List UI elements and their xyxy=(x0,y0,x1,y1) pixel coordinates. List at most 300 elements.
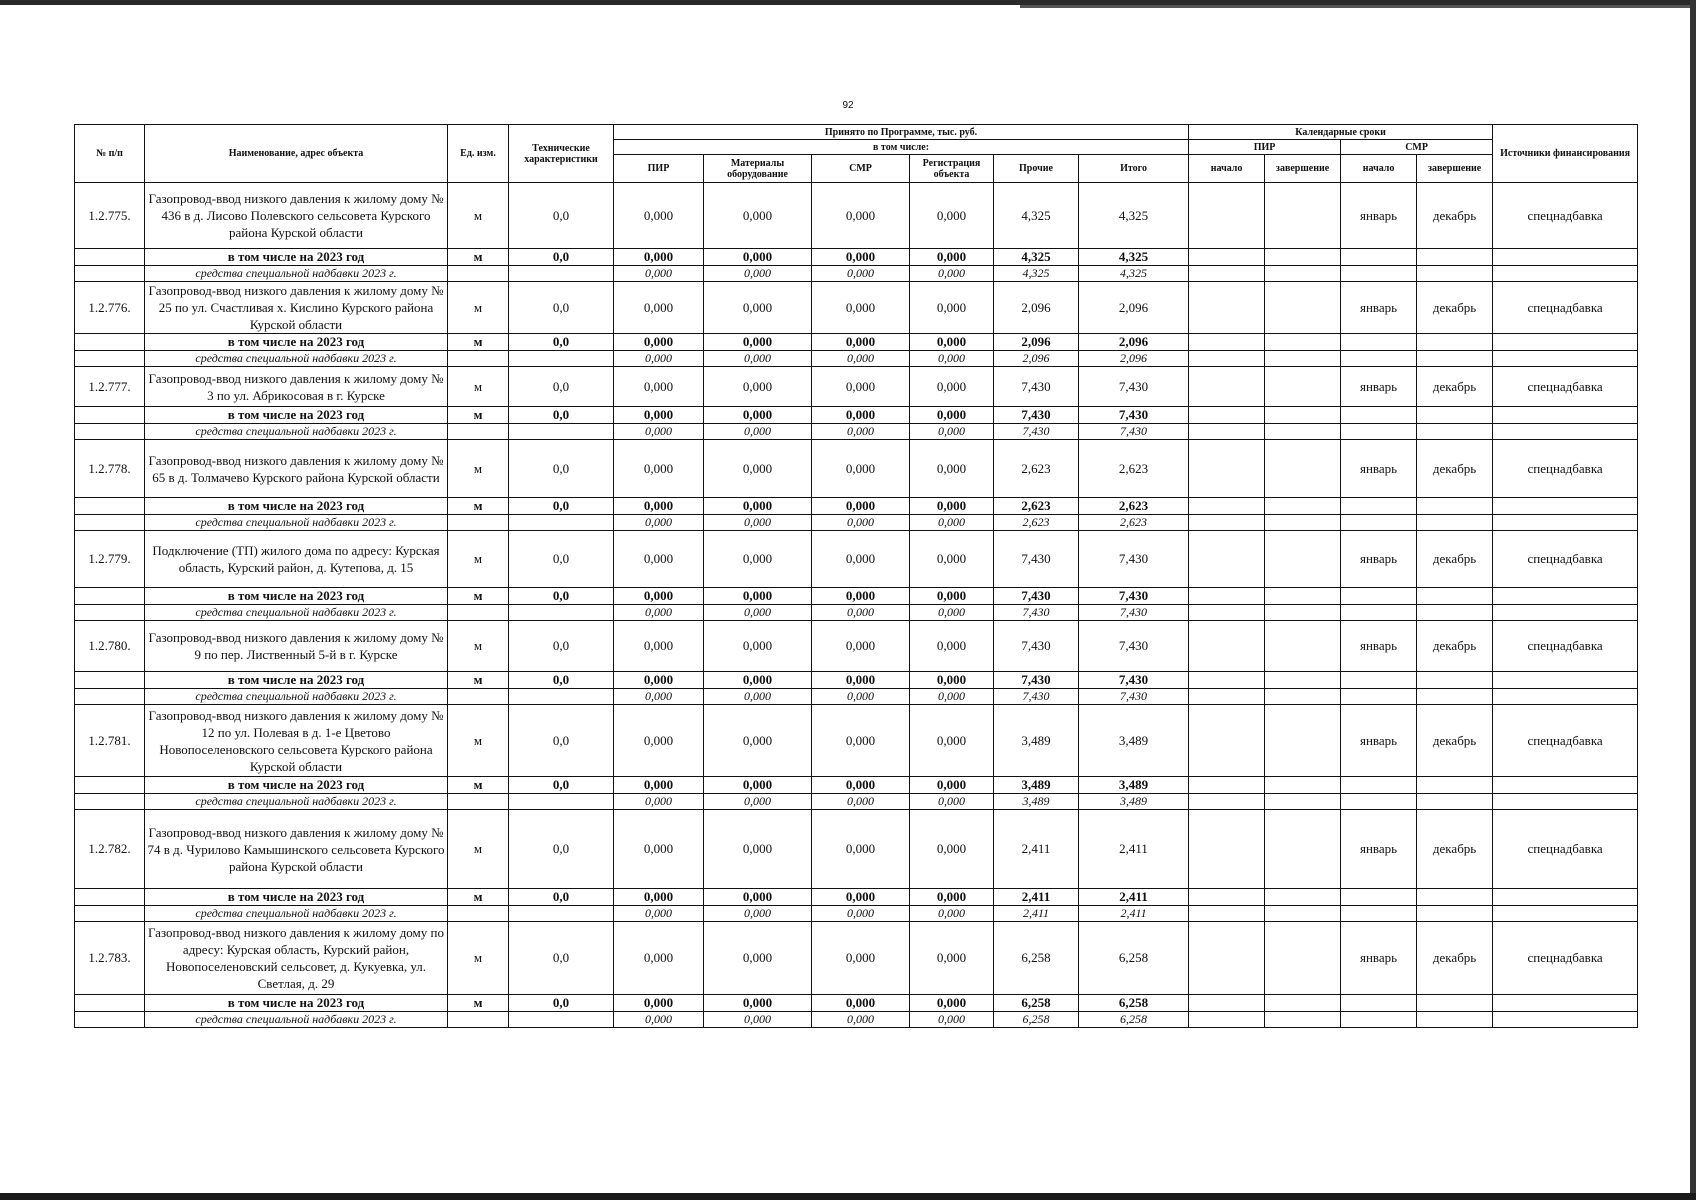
subtotal-tech-value: 0,0 xyxy=(509,334,614,351)
fund-other-value: 2,623 xyxy=(994,515,1079,531)
empty-cell xyxy=(75,249,145,266)
object-name: Подключение (ТП) жилого дома по адресу: Курская область, Курский район, д. Кутепова, д. 15 xyxy=(145,531,448,588)
empty-cell xyxy=(1189,672,1265,689)
pir-value: 0,000 xyxy=(614,183,704,249)
empty-cell xyxy=(1341,515,1417,531)
materials-value: 0,000 xyxy=(704,183,812,249)
special-fund-row xyxy=(75,605,1638,621)
materials-value: 0,000 xyxy=(704,705,812,777)
subtotal-unit: м xyxy=(448,588,509,605)
empty-cell xyxy=(509,351,614,367)
fund-label: средства специальной надбавки 2023 г. xyxy=(145,906,448,922)
tech-value: 0,0 xyxy=(509,810,614,889)
fund-smr-value: 0,000 xyxy=(812,794,910,810)
tech-value: 0,0 xyxy=(509,183,614,249)
fund-registration-value: 0,000 xyxy=(910,906,994,922)
subtotal-materials-value: 0,000 xyxy=(704,588,812,605)
empty-cell xyxy=(75,605,145,621)
subtotal-materials-value: 0,000 xyxy=(704,889,812,906)
registration-value: 0,000 xyxy=(910,367,994,407)
empty-cell xyxy=(448,906,509,922)
fund-registration-value: 0,000 xyxy=(910,605,994,621)
header-name: Наименование, адрес объекта xyxy=(145,125,448,183)
subtotal-tech-value: 0,0 xyxy=(509,777,614,794)
smr-start: январь xyxy=(1341,621,1417,672)
smr-value: 0,000 xyxy=(812,621,910,672)
empty-cell xyxy=(1417,588,1493,605)
empty-cell xyxy=(1189,1012,1265,1028)
pir-end xyxy=(1265,367,1341,407)
scan-edge-top-shadow xyxy=(1020,5,1696,8)
empty-cell xyxy=(75,995,145,1012)
empty-cell xyxy=(1493,777,1638,794)
total-value: 6,258 xyxy=(1079,922,1189,995)
empty-cell xyxy=(1417,794,1493,810)
header-other: Прочие xyxy=(994,155,1079,183)
empty-cell xyxy=(1189,889,1265,906)
smr-end: декабрь xyxy=(1417,621,1493,672)
table-body xyxy=(75,183,1638,1028)
empty-cell xyxy=(1189,351,1265,367)
empty-cell xyxy=(509,1012,614,1028)
subtotal-smr-value: 0,000 xyxy=(812,588,910,605)
materials-value: 0,000 xyxy=(704,440,812,498)
pir-value: 0,000 xyxy=(614,531,704,588)
subtotal-pir-value: 0,000 xyxy=(614,588,704,605)
empty-cell xyxy=(1493,334,1638,351)
empty-cell xyxy=(1341,689,1417,705)
subtotal-row-2023 xyxy=(75,407,1638,424)
unit: м xyxy=(448,621,509,672)
subtotal-materials-value: 0,000 xyxy=(704,498,812,515)
header-materials: Материалы оборудование xyxy=(704,155,812,183)
empty-cell xyxy=(1417,889,1493,906)
unit: м xyxy=(448,183,509,249)
fund-materials-value: 0,000 xyxy=(704,605,812,621)
subtotal-unit: м xyxy=(448,777,509,794)
empty-cell xyxy=(1493,889,1638,906)
object-name: Газопровод-ввод низкого давления к жилому дому № 65 в д. Толмачево Курского района Курской области xyxy=(145,440,448,498)
pir-end xyxy=(1265,440,1341,498)
empty-cell xyxy=(1417,906,1493,922)
empty-cell xyxy=(1417,515,1493,531)
smr-start: январь xyxy=(1341,922,1417,995)
special-fund-row xyxy=(75,424,1638,440)
empty-cell xyxy=(448,351,509,367)
empty-cell xyxy=(75,906,145,922)
table-row xyxy=(75,440,1638,498)
empty-cell xyxy=(75,794,145,810)
empty-cell xyxy=(75,515,145,531)
pir-start xyxy=(1189,183,1265,249)
empty-cell xyxy=(1341,605,1417,621)
total-value: 7,430 xyxy=(1079,367,1189,407)
other-value: 7,430 xyxy=(994,531,1079,588)
registration-value: 0,000 xyxy=(910,531,994,588)
empty-cell xyxy=(1493,249,1638,266)
smr-end: декабрь xyxy=(1417,922,1493,995)
header-smr-start: начало xyxy=(1341,155,1417,183)
other-value: 3,489 xyxy=(994,705,1079,777)
fund-registration-value: 0,000 xyxy=(910,266,994,282)
funding-source: спецнадбавка xyxy=(1493,440,1638,498)
table-row xyxy=(75,705,1638,777)
table-row xyxy=(75,183,1638,249)
header-including: в том числе: xyxy=(614,140,1189,155)
subtotal-pir-value: 0,000 xyxy=(614,334,704,351)
materials-value: 0,000 xyxy=(704,922,812,995)
registration-value: 0,000 xyxy=(910,922,994,995)
total-value: 2,096 xyxy=(1079,282,1189,334)
empty-cell xyxy=(1341,498,1417,515)
smr-value: 0,000 xyxy=(812,282,910,334)
subtotal-other-value: 2,096 xyxy=(994,334,1079,351)
object-name: Газопровод-ввод низкого давления к жилому дому № 12 по ул. Полевая в д. 1-е Цветово Новопоселеновского сельсовета Курского района Курской области xyxy=(145,705,448,777)
subtotal-registration-value: 0,000 xyxy=(910,407,994,424)
empty-cell xyxy=(1189,794,1265,810)
header-unit: Ед. изм. xyxy=(448,125,509,183)
empty-cell xyxy=(1493,1012,1638,1028)
empty-cell xyxy=(75,407,145,424)
fund-smr-value: 0,000 xyxy=(812,424,910,440)
empty-cell xyxy=(448,266,509,282)
empty-cell xyxy=(1417,689,1493,705)
empty-cell xyxy=(75,689,145,705)
empty-cell xyxy=(509,515,614,531)
empty-cell xyxy=(1493,906,1638,922)
fund-registration-value: 0,000 xyxy=(910,1012,994,1028)
materials-value: 0,000 xyxy=(704,621,812,672)
fund-other-value: 3,489 xyxy=(994,794,1079,810)
empty-cell xyxy=(75,334,145,351)
subtotal-row-2023 xyxy=(75,672,1638,689)
subtotal-smr-value: 0,000 xyxy=(812,995,910,1012)
empty-cell xyxy=(1265,515,1341,531)
fund-label: средства специальной надбавки 2023 г. xyxy=(145,605,448,621)
fund-label: средства специальной надбавки 2023 г. xyxy=(145,689,448,705)
fund-total-value: 7,430 xyxy=(1079,689,1189,705)
tech-value: 0,0 xyxy=(509,705,614,777)
other-value: 2,411 xyxy=(994,810,1079,889)
fund-registration-value: 0,000 xyxy=(910,424,994,440)
subtotal-other-value: 7,430 xyxy=(994,672,1079,689)
empty-cell xyxy=(1493,794,1638,810)
empty-cell xyxy=(1341,777,1417,794)
empty-cell xyxy=(1265,334,1341,351)
object-number: 1.2.782. xyxy=(75,810,145,889)
funding-source: спецнадбавка xyxy=(1493,183,1638,249)
total-value: 7,430 xyxy=(1079,531,1189,588)
empty-cell xyxy=(509,424,614,440)
unit: м xyxy=(448,440,509,498)
object-name: Газопровод-ввод низкого давления к жилому дому № 3 по ул. Абрикосовая в г. Курске xyxy=(145,367,448,407)
fund-pir-value: 0,000 xyxy=(614,689,704,705)
table-row xyxy=(75,367,1638,407)
object-number: 1.2.781. xyxy=(75,705,145,777)
materials-value: 0,000 xyxy=(704,282,812,334)
unit: м xyxy=(448,810,509,889)
subtotal-total-value: 7,430 xyxy=(1079,588,1189,605)
subtotal-label: в том числе на 2023 год xyxy=(145,249,448,266)
empty-cell xyxy=(1417,672,1493,689)
scan-edge-bottom xyxy=(0,1193,1696,1200)
subtotal-row-2023 xyxy=(75,995,1638,1012)
special-fund-row xyxy=(75,515,1638,531)
header-pir-end: завершение xyxy=(1265,155,1341,183)
smr-value: 0,000 xyxy=(812,367,910,407)
special-fund-row xyxy=(75,351,1638,367)
fund-total-value: 2,623 xyxy=(1079,515,1189,531)
empty-cell xyxy=(75,777,145,794)
tech-value: 0,0 xyxy=(509,531,614,588)
pir-start xyxy=(1189,531,1265,588)
fund-pir-value: 0,000 xyxy=(614,794,704,810)
empty-cell xyxy=(1265,1012,1341,1028)
other-value: 2,623 xyxy=(994,440,1079,498)
empty-cell xyxy=(1493,515,1638,531)
pir-end xyxy=(1265,621,1341,672)
other-value: 6,258 xyxy=(994,922,1079,995)
fund-smr-value: 0,000 xyxy=(812,1012,910,1028)
empty-cell xyxy=(1189,515,1265,531)
object-number: 1.2.777. xyxy=(75,367,145,407)
materials-value: 0,000 xyxy=(704,810,812,889)
subtotal-tech-value: 0,0 xyxy=(509,498,614,515)
subtotal-total-value: 2,623 xyxy=(1079,498,1189,515)
object-name: Газопровод-ввод низкого давления к жилому дому № 9 по пер. Лиственный 5-й в г. Курске xyxy=(145,621,448,672)
subtotal-registration-value: 0,000 xyxy=(910,249,994,266)
empty-cell xyxy=(1493,995,1638,1012)
empty-cell xyxy=(75,498,145,515)
table-row xyxy=(75,922,1638,995)
fund-total-value: 3,489 xyxy=(1079,794,1189,810)
subtotal-unit: м xyxy=(448,889,509,906)
subtotal-label: в том числе на 2023 год xyxy=(145,334,448,351)
tech-value: 0,0 xyxy=(509,922,614,995)
fund-pir-value: 0,000 xyxy=(614,605,704,621)
header-cal-pir: ПИР xyxy=(1189,140,1341,155)
unit: м xyxy=(448,705,509,777)
subtotal-row-2023 xyxy=(75,889,1638,906)
materials-value: 0,000 xyxy=(704,367,812,407)
fund-registration-value: 0,000 xyxy=(910,689,994,705)
subtotal-smr-value: 0,000 xyxy=(812,889,910,906)
fund-total-value: 7,430 xyxy=(1079,424,1189,440)
pir-start xyxy=(1189,922,1265,995)
fund-label: средства специальной надбавки 2023 г. xyxy=(145,351,448,367)
empty-cell xyxy=(75,424,145,440)
table-row xyxy=(75,810,1638,889)
smr-end: декабрь xyxy=(1417,705,1493,777)
header-registration: Регистрация объекта xyxy=(910,155,994,183)
pir-end xyxy=(1265,705,1341,777)
other-value: 7,430 xyxy=(994,621,1079,672)
empty-cell xyxy=(1493,266,1638,282)
header-tech: Технические характеристики xyxy=(509,125,614,183)
subtotal-total-value: 7,430 xyxy=(1079,407,1189,424)
subtotal-pir-value: 0,000 xyxy=(614,498,704,515)
empty-cell xyxy=(448,515,509,531)
subtotal-smr-value: 0,000 xyxy=(812,249,910,266)
subtotal-pir-value: 0,000 xyxy=(614,995,704,1012)
funding-source: спецнадбавка xyxy=(1493,282,1638,334)
special-fund-row xyxy=(75,906,1638,922)
total-value: 2,623 xyxy=(1079,440,1189,498)
empty-cell xyxy=(1265,424,1341,440)
subtotal-label: в том числе на 2023 год xyxy=(145,588,448,605)
subtotal-smr-value: 0,000 xyxy=(812,407,910,424)
empty-cell xyxy=(1265,906,1341,922)
subtotal-label: в том числе на 2023 год xyxy=(145,995,448,1012)
smr-end: декабрь xyxy=(1417,440,1493,498)
fund-label: средства специальной надбавки 2023 г. xyxy=(145,794,448,810)
empty-cell xyxy=(1341,889,1417,906)
header-smr: СМР xyxy=(812,155,910,183)
empty-cell xyxy=(1189,266,1265,282)
subtotal-pir-value: 0,000 xyxy=(614,889,704,906)
registration-value: 0,000 xyxy=(910,282,994,334)
total-value: 4,325 xyxy=(1079,183,1189,249)
pir-end xyxy=(1265,810,1341,889)
fund-pir-value: 0,000 xyxy=(614,1012,704,1028)
fund-materials-value: 0,000 xyxy=(704,689,812,705)
subtotal-row-2023 xyxy=(75,777,1638,794)
subtotal-total-value: 2,411 xyxy=(1079,889,1189,906)
empty-cell xyxy=(1265,689,1341,705)
empty-cell xyxy=(1265,249,1341,266)
empty-cell xyxy=(1341,1012,1417,1028)
fund-smr-value: 0,000 xyxy=(812,515,910,531)
unit: м xyxy=(448,531,509,588)
subtotal-unit: м xyxy=(448,498,509,515)
smr-start: январь xyxy=(1341,367,1417,407)
pir-start xyxy=(1189,705,1265,777)
subtotal-total-value: 3,489 xyxy=(1079,777,1189,794)
fund-label: средства специальной надбавки 2023 г. xyxy=(145,266,448,282)
fund-materials-value: 0,000 xyxy=(704,1012,812,1028)
pir-value: 0,000 xyxy=(614,810,704,889)
empty-cell xyxy=(1265,351,1341,367)
object-number: 1.2.783. xyxy=(75,922,145,995)
subtotal-registration-value: 0,000 xyxy=(910,889,994,906)
empty-cell xyxy=(1417,424,1493,440)
fund-pir-value: 0,000 xyxy=(614,424,704,440)
subtotal-materials-value: 0,000 xyxy=(704,407,812,424)
fund-label: средства специальной надбавки 2023 г. xyxy=(145,424,448,440)
object-number: 1.2.775. xyxy=(75,183,145,249)
empty-cell xyxy=(75,672,145,689)
fund-other-value: 2,096 xyxy=(994,351,1079,367)
subtotal-tech-value: 0,0 xyxy=(509,889,614,906)
header-calendar: Календарные сроки xyxy=(1189,125,1493,140)
empty-cell xyxy=(1265,889,1341,906)
fund-other-value: 6,258 xyxy=(994,1012,1079,1028)
header-smr-end: завершение xyxy=(1417,155,1493,183)
empty-cell xyxy=(1341,249,1417,266)
empty-cell xyxy=(1341,424,1417,440)
smr-end: декабрь xyxy=(1417,810,1493,889)
empty-cell xyxy=(509,605,614,621)
empty-cell xyxy=(1341,995,1417,1012)
subtotal-other-value: 6,258 xyxy=(994,995,1079,1012)
subtotal-label: в том числе на 2023 год xyxy=(145,672,448,689)
empty-cell xyxy=(509,794,614,810)
budget-table xyxy=(74,124,1638,1028)
unit: м xyxy=(448,367,509,407)
funding-source: спецнадбавка xyxy=(1493,367,1638,407)
empty-cell xyxy=(448,794,509,810)
tech-value: 0,0 xyxy=(509,440,614,498)
subtotal-registration-value: 0,000 xyxy=(910,498,994,515)
total-value: 7,430 xyxy=(1079,621,1189,672)
empty-cell xyxy=(448,605,509,621)
empty-cell xyxy=(1493,407,1638,424)
empty-cell xyxy=(1417,995,1493,1012)
pir-start xyxy=(1189,810,1265,889)
fund-total-value: 7,430 xyxy=(1079,605,1189,621)
header-pir: ПИР xyxy=(614,155,704,183)
funding-source: спецнадбавка xyxy=(1493,810,1638,889)
funding-source: спецнадбавка xyxy=(1493,922,1638,995)
pir-end xyxy=(1265,282,1341,334)
smr-start: январь xyxy=(1341,810,1417,889)
subtotal-unit: м xyxy=(448,407,509,424)
fund-smr-value: 0,000 xyxy=(812,605,910,621)
empty-cell xyxy=(1189,777,1265,794)
fund-smr-value: 0,000 xyxy=(812,906,910,922)
subtotal-row-2023 xyxy=(75,588,1638,605)
empty-cell xyxy=(1265,588,1341,605)
page-number: 92 xyxy=(842,100,854,111)
scan-edge-right xyxy=(1690,0,1696,1200)
registration-value: 0,000 xyxy=(910,183,994,249)
subtotal-row-2023 xyxy=(75,334,1638,351)
smr-value: 0,000 xyxy=(812,810,910,889)
smr-start: январь xyxy=(1341,183,1417,249)
fund-materials-value: 0,000 xyxy=(704,515,812,531)
subtotal-registration-value: 0,000 xyxy=(910,995,994,1012)
empty-cell xyxy=(1341,672,1417,689)
empty-cell xyxy=(1189,995,1265,1012)
empty-cell xyxy=(1493,498,1638,515)
empty-cell xyxy=(509,689,614,705)
pir-value: 0,000 xyxy=(614,367,704,407)
empty-cell xyxy=(1265,995,1341,1012)
subtotal-pir-value: 0,000 xyxy=(614,249,704,266)
subtotal-registration-value: 0,000 xyxy=(910,334,994,351)
empty-cell xyxy=(1189,424,1265,440)
funding-source: спецнадбавка xyxy=(1493,705,1638,777)
fund-other-value: 4,325 xyxy=(994,266,1079,282)
object-name: Газопровод-ввод низкого давления к жилому дому по адресу: Курская область, Курский район, Новопоселеновский сельсовет, д. Кукуевка, ул. Светлая, д. 29 xyxy=(145,922,448,995)
subtotal-other-value: 2,623 xyxy=(994,498,1079,515)
smr-end: декабрь xyxy=(1417,282,1493,334)
subtotal-tech-value: 0,0 xyxy=(509,407,614,424)
smr-start: январь xyxy=(1341,705,1417,777)
tech-value: 0,0 xyxy=(509,282,614,334)
fund-label: средства специальной надбавки 2023 г. xyxy=(145,1012,448,1028)
pir-value: 0,000 xyxy=(614,922,704,995)
fund-registration-value: 0,000 xyxy=(910,794,994,810)
empty-cell xyxy=(1265,498,1341,515)
fund-smr-value: 0,000 xyxy=(812,266,910,282)
fund-smr-value: 0,000 xyxy=(812,351,910,367)
pir-end xyxy=(1265,531,1341,588)
registration-value: 0,000 xyxy=(910,621,994,672)
tech-value: 0,0 xyxy=(509,621,614,672)
smr-start: январь xyxy=(1341,531,1417,588)
subtotal-smr-value: 0,000 xyxy=(812,672,910,689)
